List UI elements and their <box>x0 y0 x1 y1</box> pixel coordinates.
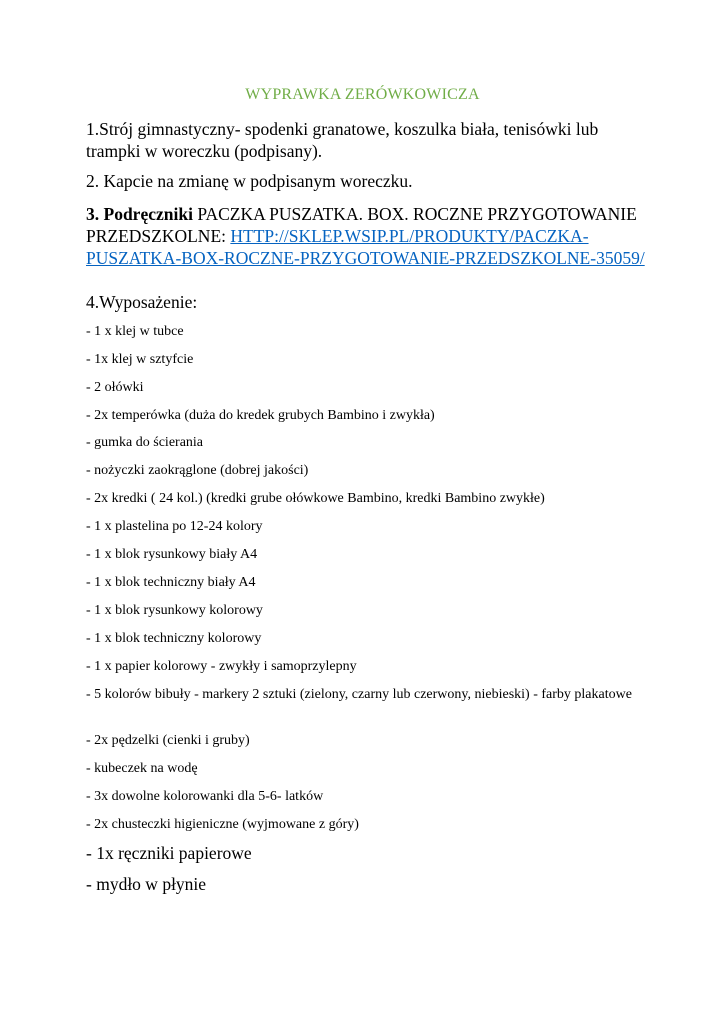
textbooks-label: 3. Podręczniki <box>86 204 193 224</box>
list-item: - 1 x plastelina po 12-24 kolory <box>86 519 263 534</box>
list-item: - 5 kolorów bibuły - markery 2 sztuki (zielony, czarny lub czerwony, niebieski) - farby plakatowe <box>86 687 632 702</box>
list-item: - mydło w płynie <box>86 874 207 894</box>
list-item: - 1 x klej w tubce <box>86 324 184 339</box>
list-item: - kubeczek na wodę <box>86 761 198 776</box>
list-item: - 2x temperówka (duża do kredek grubych Bambino i zwykła) <box>86 408 435 423</box>
list-item: - 2x pędzelki (cienki i gruby) <box>86 733 250 748</box>
list-item: - 1x ręczniki papierowe <box>86 843 252 863</box>
list-item: - 1x klej w sztyfcie <box>86 352 194 367</box>
item-textbooks <box>86 203 646 269</box>
list-item: - nożyczki zaokrąglone (dobrej jakości) <box>86 463 309 478</box>
item-slippers: 2. Kapcie na zmianę w podpisanym woreczku. <box>86 171 413 191</box>
list-item: - 2 ołówki <box>86 380 144 395</box>
item-sports-outfit: 1.Strój gimnastyczny- spodenki granatowe, koszulka biała, tenisówki lub trampki w woreczku (podpisany). <box>86 119 599 161</box>
list-item: - 2x chusteczki higieniczne (wyjmowane z góry) <box>86 817 359 832</box>
textbooks-description: PACZKA PUSZATKA. BOX. ROCZNE PRZYGOTOWANIE PRZEDSZKOLNE: <box>86 204 637 246</box>
textbooks-link[interactable]: HTTP://SKLEP.WSIP.PL/PRODUKTY/PACZKA-PUSZATKA-BOX-ROCZNE-PRZYGOTOWANIE-PRZEDSZKOLNE-35059/ <box>86 226 645 268</box>
page-title: WYPRAWKA ZERÓWKOWICZA <box>245 86 480 103</box>
equipment-heading: 4.Wyposażenie: <box>86 292 198 312</box>
list-item: - 1 x blok rysunkowy biały A4 <box>86 547 258 562</box>
list-item: - 1 x blok rysunkowy kolorowy <box>86 603 263 618</box>
list-item: - 2x kredki ( 24 kol.) (kredki grube ołówkowe Bambino, kredki Bambino zwykłe) <box>86 491 545 506</box>
list-item: - 3x dowolne kolorowanki dla 5-6- latków <box>86 789 324 804</box>
list-item: - 1 x blok techniczny biały A4 <box>86 575 256 590</box>
list-item: - 1 x papier kolorowy - zwykły i samoprzylepny <box>86 659 357 674</box>
list-item: - gumka do ścierania <box>86 435 204 450</box>
list-item: - 1 x blok techniczny kolorowy <box>86 631 262 646</box>
